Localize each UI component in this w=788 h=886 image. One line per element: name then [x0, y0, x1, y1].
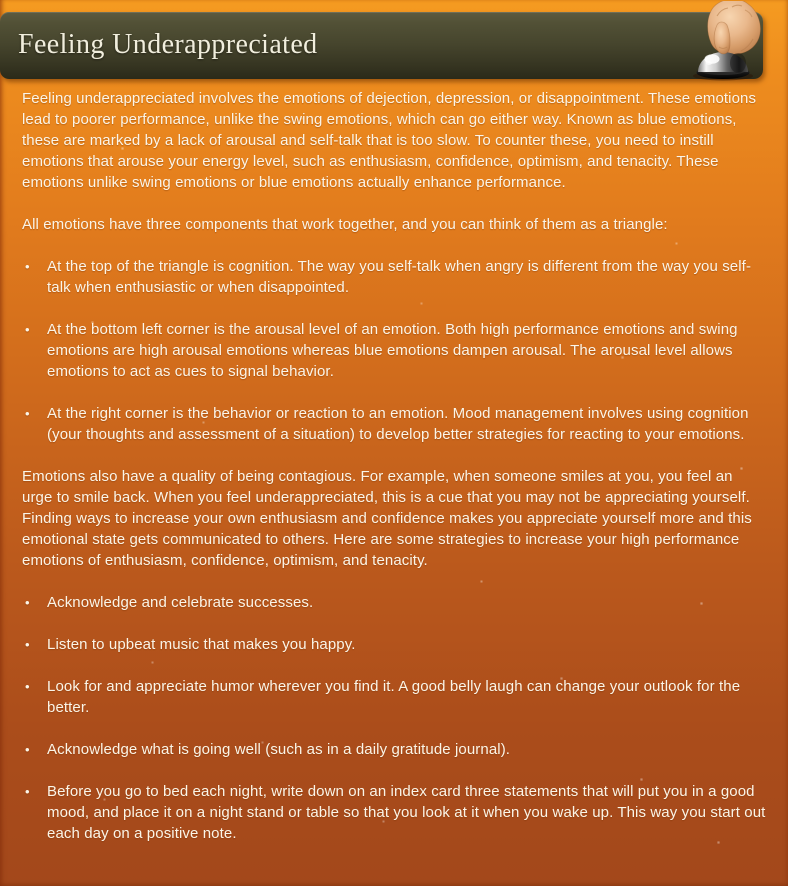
- list-item-text: At the right corner is the behavior or reaction to an emotion. Mood management involves using cognition (your thoughts and assessment of a situation) to develop better strategies for reacting to your emotions.: [47, 405, 749, 443]
- bullet-dot: •: [25, 742, 30, 757]
- bullet-dot: •: [25, 406, 30, 421]
- intro-paragraph: Feeling underappreciated involves the emotions of dejection, depression, or disappointment. These emotions lead to poorer performance, unlike the swing emotions, which can go either way. Known as blue emotions, these are marked by a lack of arousal and self-talk that is too slow. To counter these, you need to instill emotions that arouse your energy level, such as enthusiasm, confidence, optimism, and tenacity. These emotions unlike swing emotions or blue emotions actually enhance performance.: [22, 90, 757, 191]
- bullet-dot: •: [25, 259, 30, 274]
- list-item-text: Before you go to bed each night, write down on an index card three statements that will put you in a good mood, and place it on a night stand or table so that you look at it when you wake up. This way you start out each day on a positive note.: [47, 783, 766, 842]
- list-item-text: At the bottom left corner is the arousal level of an emotion. Both high performance emotions and swing emotions are high arousal emotions whereas blue emotions dampen arousal. The arousal level allows emotions to act as cues to signal behavior.: [47, 321, 738, 380]
- bullet-dot: •: [25, 679, 30, 694]
- list-item: [22, 634, 766, 655]
- bullet-dot: •: [25, 322, 30, 337]
- finger-icon: [714, 22, 730, 54]
- list-item: [22, 676, 766, 718]
- triangle-intro-paragraph: All emotions have three components that work together, and you can think of them as a triangle:: [22, 216, 668, 233]
- list-item-text: At the top of the triangle is cognition. The way you self-talk when angry is different from the way you self-talk when enthusiastic or when disappointed.: [47, 258, 752, 296]
- list-item: [22, 256, 766, 298]
- list-item: [22, 781, 766, 844]
- bullet-dot: •: [25, 595, 30, 610]
- bullet-dot: •: [25, 637, 30, 652]
- bullet-dot: •: [25, 784, 30, 799]
- list-item-text: Acknowledge and celebrate successes.: [47, 594, 314, 611]
- triangle-bullet-list: [22, 256, 766, 445]
- background-speckles: [0, 0, 1, 1]
- list-item-text: Acknowledge what is going well (such as in a daily gratitude journal).: [47, 741, 511, 758]
- hand-pressing-bell-image: [683, 1, 765, 81]
- contagious-paragraph: Emotions also have a quality of being contagious. For example, when someone smiles at you, you feel an urge to smile back. When you feel underappreciated, this is a cue that you may not be appreciating yourself. Finding ways to increase your own enthusiasm and confidence makes you appreciate yourself more and this emotional state gets communicated to others. Here are some strategies to increase your high performance emotions of enthusiasm, confidence, optimism, and tenacity.: [22, 468, 752, 569]
- list-item: [22, 739, 766, 760]
- strategies-bullet-list: [22, 592, 766, 844]
- list-item: [22, 319, 766, 382]
- page-title: Feeling Underappreciated: [18, 29, 318, 60]
- title-bar: [0, 12, 763, 79]
- list-item: [22, 592, 766, 613]
- list-item: [22, 403, 766, 445]
- list-item-text: Listen to upbeat music that makes you happy.: [47, 636, 356, 653]
- list-item-text: Look for and appreciate humor wherever you find it. A good belly laugh can change your outlook for the better.: [47, 678, 741, 716]
- content: [0, 88, 788, 865]
